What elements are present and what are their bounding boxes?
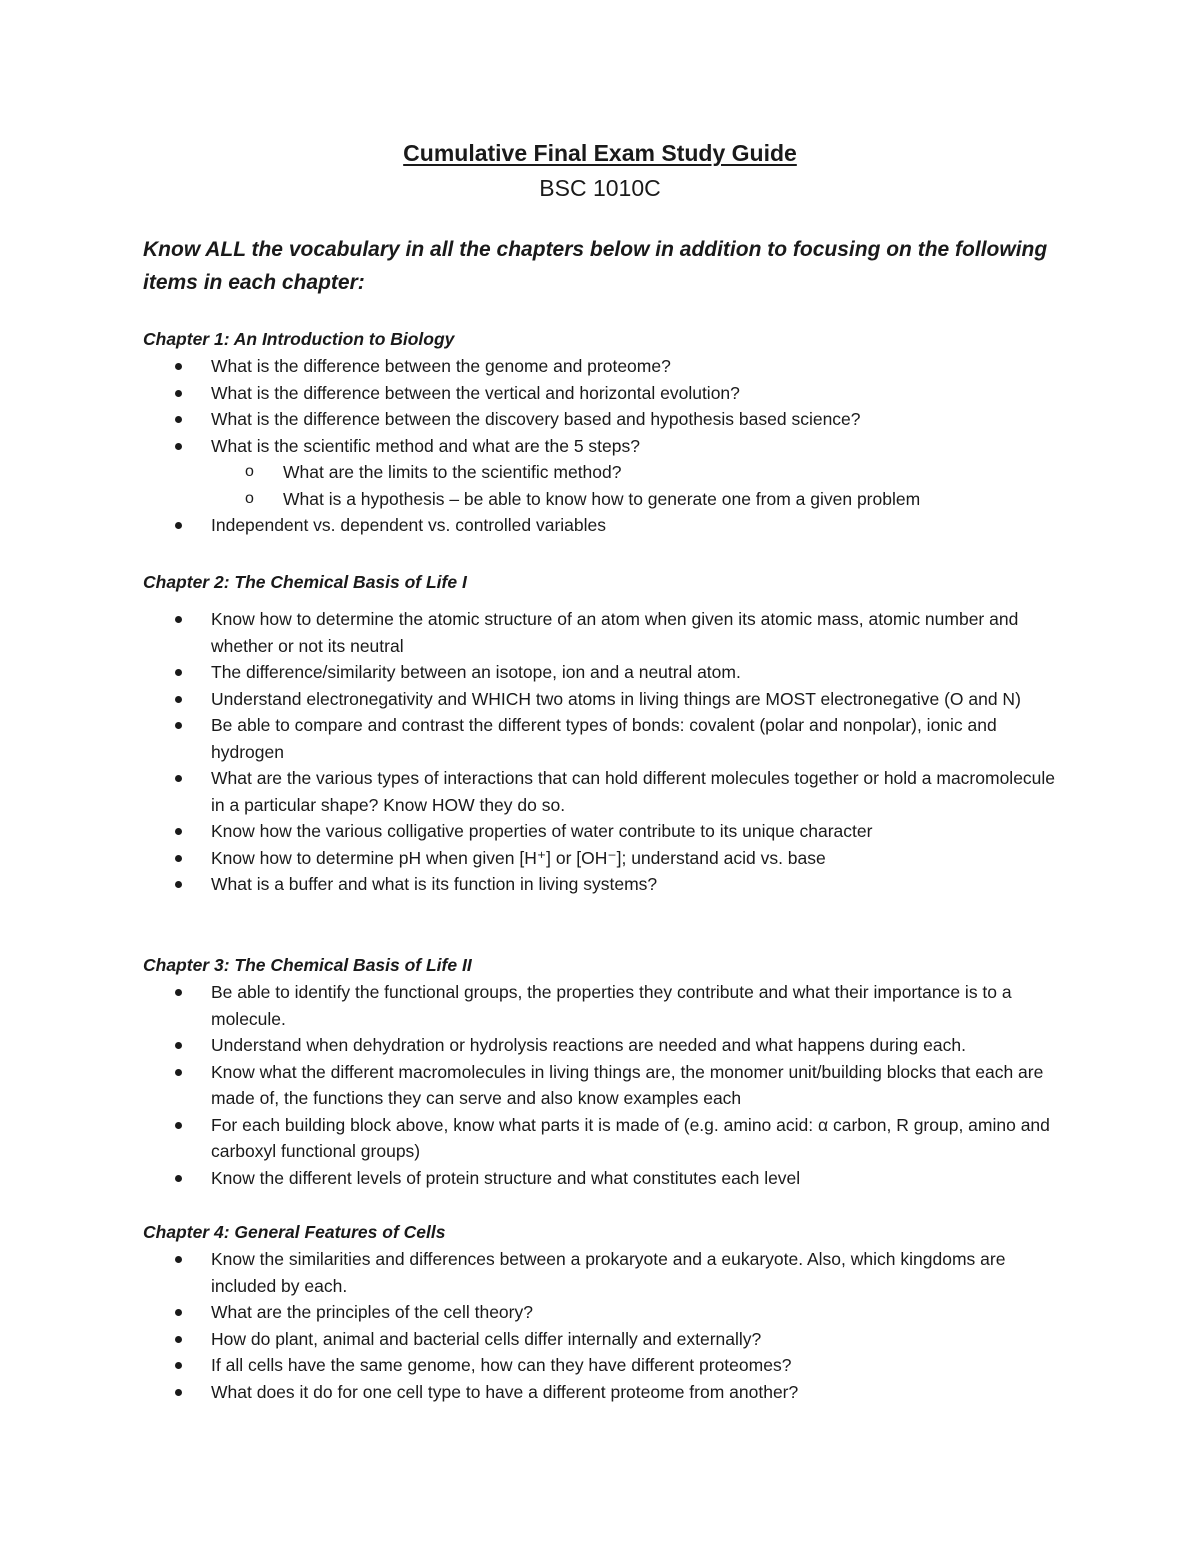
chapter-3-title: Chapter 3: The Chemical Basis of Life II <box>143 955 472 975</box>
list-item: Know how to determine pH when given [H⁺] or [OH⁻]; understand acid vs. base <box>143 845 1061 872</box>
list-item: What are the principles of the cell theory? <box>143 1299 1061 1326</box>
intro-instructions: Know ALL the vocabulary in all the chapters below in addition to focusing on the following items in each chapter: <box>143 238 1048 294</box>
list-item: Know what the different macromolecules in living things are, the monomer unit/building blocks that each are made of, the functions they can serve and also know examples each <box>143 1059 1061 1112</box>
list-item: What is the difference between the discovery based and hypothesis based science? <box>143 406 1061 433</box>
chapter-2-list <box>143 606 1063 898</box>
chapter-3-list <box>143 979 1063 1191</box>
bullet-icon <box>175 1362 182 1369</box>
list-item: Independent vs. dependent vs. controlled variables <box>143 512 1061 539</box>
bullet-icon <box>175 1336 182 1343</box>
bullet-icon <box>175 881 182 888</box>
list-item: Know the similarities and differences between a prokaryote and a eukaryote. Also, which kingdoms are included by each. <box>143 1246 1061 1299</box>
chapter-4-title: Chapter 4: General Features of Cells <box>143 1222 446 1242</box>
bullet-icon <box>175 855 182 862</box>
list-item: Know how to determine the atomic structure of an atom when given its atomic mass, atomic number and whether or not its neutral <box>143 606 1061 659</box>
chapter-4-section <box>143 1219 1063 1405</box>
list-item: What does it do for one cell type to have a different proteome from another? <box>143 1379 1061 1406</box>
bullet-icon <box>175 416 182 423</box>
list-item: Understand when dehydration or hydrolysis reactions are needed and what happens during each. <box>143 1032 1061 1059</box>
bullet-icon <box>175 1309 182 1316</box>
chapter-4-list <box>143 1246 1063 1405</box>
bullet-icon <box>175 390 182 397</box>
bullet-icon <box>175 443 182 450</box>
list-item: The difference/similarity between an isotope, ion and a neutral atom. <box>143 659 1061 686</box>
bullet-icon <box>175 989 182 996</box>
bullet-icon <box>175 1175 182 1182</box>
chapter-1-title: Chapter 1: An Introduction to Biology <box>143 329 455 349</box>
bullet-icon <box>175 616 182 623</box>
bullet-icon <box>175 722 182 729</box>
list-item: What is a buffer and what is its function in living systems? <box>143 871 1061 898</box>
bullet-icon <box>175 669 182 676</box>
list-item: Know how the various colligative properties of water contribute to its unique character <box>143 818 1061 845</box>
list-item: Know the different levels of protein structure and what constitutes each level <box>143 1165 1061 1192</box>
list-item: Be able to compare and contrast the different types of bonds: covalent (polar and nonpolar), ionic and hydrogen <box>143 712 1061 765</box>
list-item: What are the various types of interactions that can hold different molecules together or hold a macromolecule in a particular shape? Know HOW they do so. <box>143 765 1061 818</box>
list-item: How do plant, animal and bacterial cells differ internally and externally? <box>143 1326 1061 1353</box>
list-item: Be able to identify the functional groups, the properties they contribute and what their importance is to a molecule. <box>143 979 1061 1032</box>
chapter-2-title: Chapter 2: The Chemical Basis of Life I <box>143 572 467 592</box>
sub-bullet-icon: o <box>245 489 254 507</box>
bullet-icon <box>175 363 182 370</box>
list-item: Understand electronegativity and WHICH two atoms in living things are MOST electronegative (O and N) <box>143 686 1061 713</box>
sub-bullet-icon: o <box>245 463 254 480</box>
bullet-icon <box>175 522 182 529</box>
list-item: What is the difference between the genome and proteome? <box>143 353 1061 380</box>
bullet-icon <box>175 1122 182 1129</box>
bullet-icon <box>175 1042 182 1049</box>
bullet-icon <box>175 1069 182 1076</box>
bullet-icon <box>175 696 182 703</box>
sub-list-item: o What is a hypothesis – be able to know how to generate one from a given problem <box>143 486 1061 513</box>
course-code: BSC 1010C <box>539 175 661 201</box>
list-item: If all cells have the same genome, how can they have different proteomes? <box>143 1352 1061 1379</box>
bullet-icon <box>175 828 182 835</box>
chapter-3-section <box>143 952 1063 1191</box>
bullet-icon <box>175 775 182 782</box>
chapter-2-section <box>143 569 1063 898</box>
chapter-1-list <box>143 353 1063 539</box>
list-item: For each building block above, know what parts it is made of (e.g. amino acid: α carbon, R group, amino and carboxyl functional groups) <box>143 1112 1061 1165</box>
list-item: What is the scientific method and what are the 5 steps? o What are the limits to the scientific method? o What is a hypothesis – be able to know how to generate one from a given problem <box>143 433 1061 513</box>
document-title: Cumulative Final Exam Study Guide <box>403 140 797 166</box>
bullet-icon <box>175 1389 182 1396</box>
sub-list-item: o What are the limits to the scientific method? <box>143 459 1061 486</box>
list-item: What is the difference between the vertical and horizontal evolution? <box>143 380 1061 407</box>
bullet-icon <box>175 1256 182 1263</box>
chapter-1-section <box>143 326 1063 539</box>
chapter-1-sublist <box>211 459 1061 512</box>
